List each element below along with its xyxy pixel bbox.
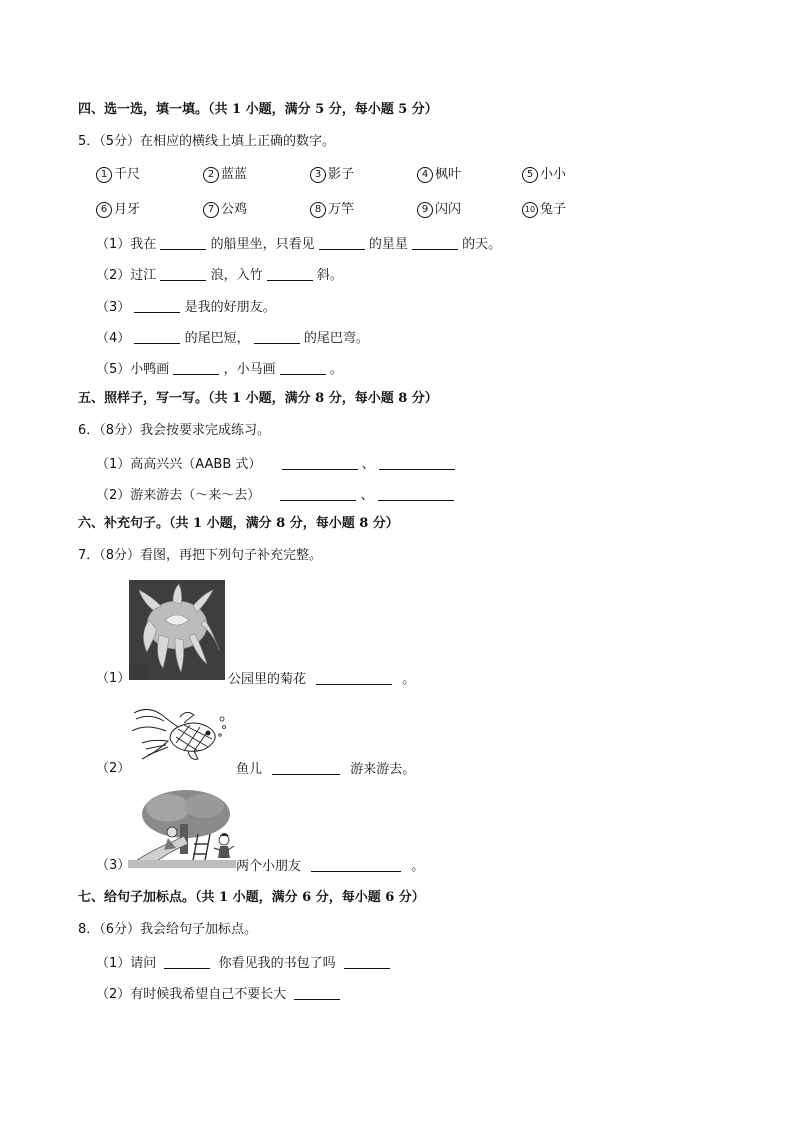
- option-1: 1 千尺: [96, 166, 140, 184]
- answer-blank[interactable]: [412, 235, 458, 250]
- option-9: 9 闪闪: [417, 201, 461, 219]
- option-3: 3 影子: [310, 166, 354, 184]
- section-6-title: 六、补充句子。（共 1 小题，满分 8 分，每小题 8 分）: [78, 516, 399, 531]
- q6-item-1: （1）高高兴兴（AABB 式） 、: [96, 455, 455, 474]
- answer-blank[interactable]: [280, 486, 356, 501]
- answer-blank[interactable]: [160, 235, 206, 250]
- option-2: 2 蓝蓝: [203, 166, 247, 184]
- q7-item-1: 公园里的菊花 。: [228, 672, 416, 687]
- answer-blank[interactable]: [173, 360, 219, 375]
- chrysanthemum-image: [129, 580, 225, 680]
- q6-item-2: （2）游来游去（～来～去） 、: [96, 486, 454, 505]
- q5-item-3: （3） 是我的好朋友。: [96, 300, 276, 315]
- answer-blank[interactable]: [378, 486, 454, 501]
- q5-item-5: （5）小鸭画 ，小马画 。: [96, 362, 343, 377]
- answer-blank[interactable]: [267, 266, 313, 281]
- answer-blank[interactable]: [134, 329, 180, 344]
- q7-item-1-num: （1）: [96, 671, 131, 686]
- question-6: 6．（8分）我会按要求完成练习。: [78, 423, 271, 438]
- children-slide-image: [128, 788, 236, 868]
- q7-item-2-num: （2）: [96, 761, 131, 776]
- q8-item-2: （2）有时候我希望自己不要长大: [96, 985, 340, 1004]
- answer-blank[interactable]: [160, 266, 206, 281]
- answer-blank[interactable]: [379, 455, 455, 470]
- q5-item-2: （2）过江 浪，入竹 斜。: [96, 268, 343, 283]
- q7-item-2: 鱼儿 游来游去。: [236, 762, 416, 777]
- option-8: 8 万竿: [310, 201, 354, 219]
- option-5: 5 小小: [522, 166, 566, 184]
- question-7: 7．（8分）看图，再把下列句子补充完整。: [78, 548, 323, 563]
- q8-item-1: （1）请问 你看见我的书包了吗: [96, 954, 390, 973]
- answer-blank[interactable]: [254, 329, 300, 344]
- goldfish-image: [128, 703, 232, 767]
- section-5-title: 五、照样子，写一写。（共 1 小题，满分 8 分，每小题 8 分）: [78, 391, 438, 406]
- answer-blank[interactable]: [316, 670, 392, 685]
- answer-blank[interactable]: [344, 954, 390, 969]
- answer-blank[interactable]: [164, 954, 210, 969]
- option-6: 6 月牙: [96, 201, 140, 219]
- answer-blank[interactable]: [280, 360, 326, 375]
- answer-blank[interactable]: [134, 298, 180, 313]
- option-4: 4 枫叶: [417, 166, 461, 184]
- section-4-title: 四、选一选，填一填。（共 1 小题，满分 5 分，每小题 5 分）: [78, 102, 438, 117]
- answer-blank[interactable]: [294, 985, 340, 1000]
- option-7: 7 公鸡: [203, 201, 247, 219]
- answer-blank[interactable]: [282, 455, 358, 470]
- q5-item-1: （1）我在 的船里坐，只看见 的星星 的天。: [96, 237, 502, 252]
- q7-item-3-num: （3）: [96, 858, 131, 873]
- question-8: 8．（6分）我会给句子加标点。: [78, 922, 258, 937]
- q5-item-4: （4） 的尾巴短， 的尾巴弯。: [96, 331, 369, 346]
- answer-blank[interactable]: [272, 760, 340, 775]
- section-7-title: 七、给句子加标点。（共 1 小题，满分 6 分，每小题 6 分）: [78, 890, 425, 905]
- option-10: 10 兔子: [522, 201, 566, 219]
- question-5: 5．（5分）在相应的横线上填上正确的数字。: [78, 134, 336, 149]
- q7-item-3: 两个小朋友 。: [236, 859, 425, 874]
- answer-blank[interactable]: [319, 235, 365, 250]
- answer-blank[interactable]: [311, 857, 401, 872]
